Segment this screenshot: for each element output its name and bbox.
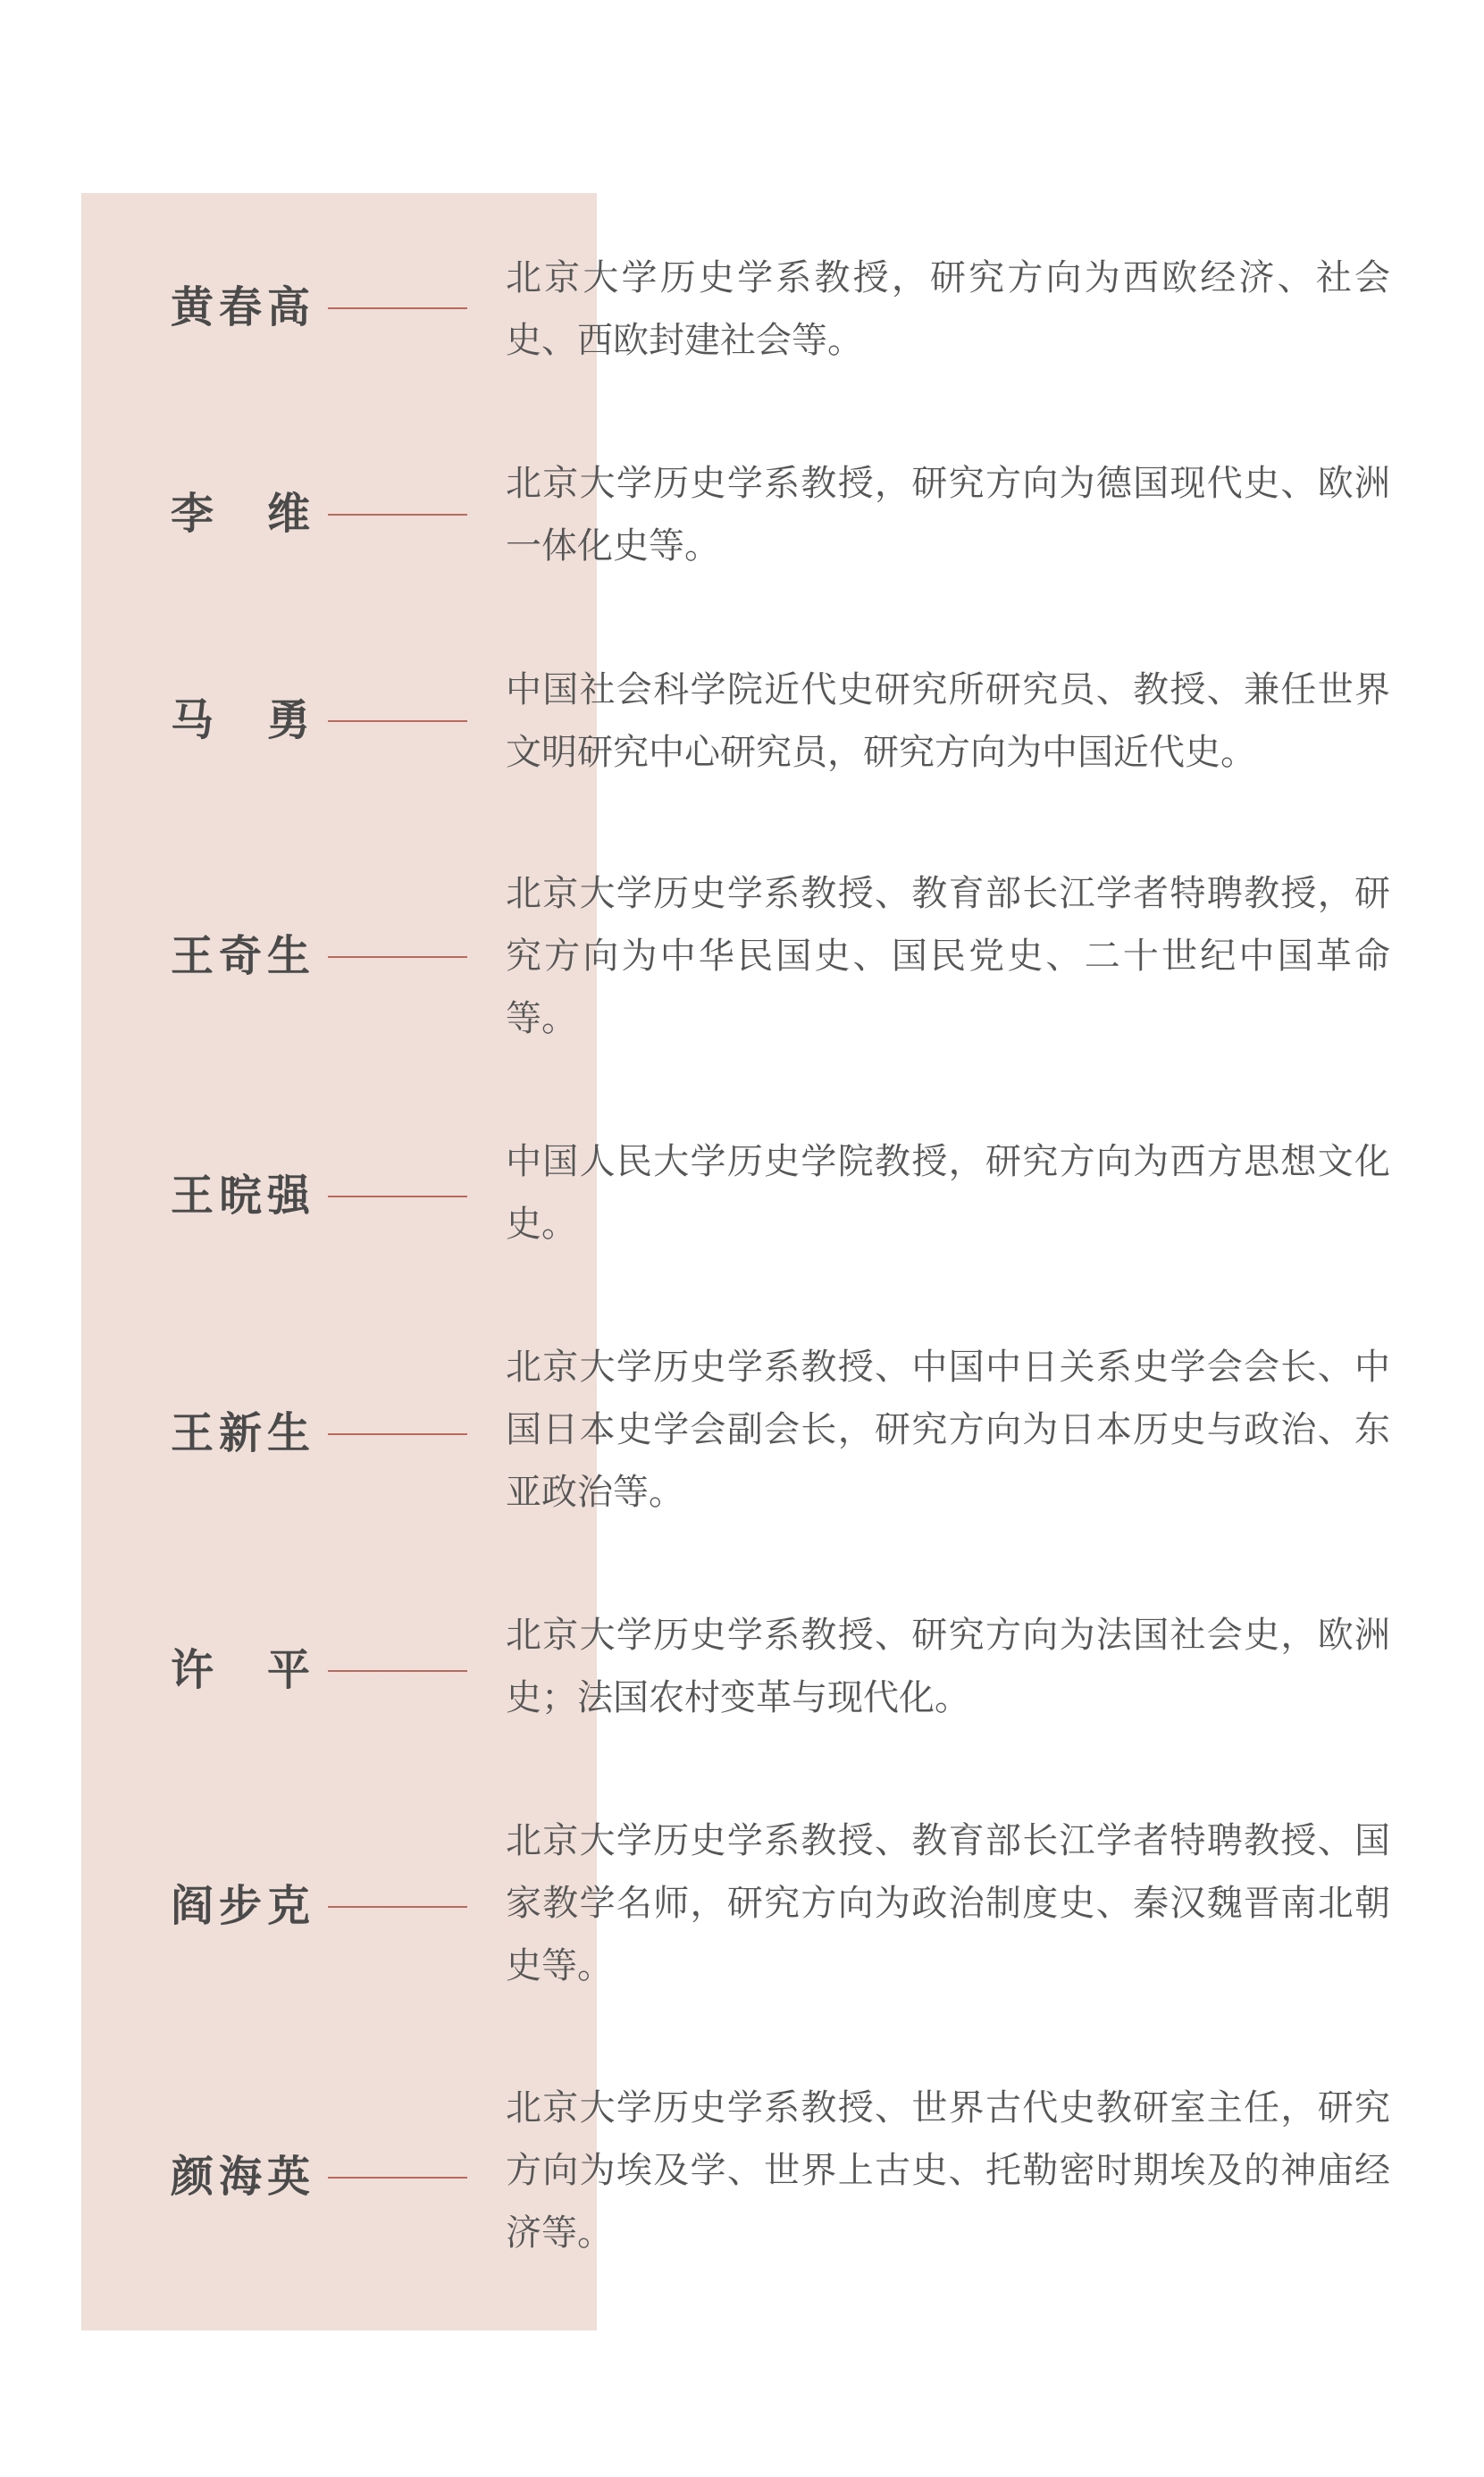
scholar-name: 阎步克	[171, 1881, 310, 1931]
scholar-description: 北京大学历史学系教授，研究方向为西欧经济、社会史、西欧封建社会等。	[506, 257, 1390, 361]
scholar-name: 马 勇	[171, 695, 310, 745]
scholar-name: 王晥强	[171, 1171, 310, 1221]
scholar-name: 许 平	[171, 1645, 310, 1695]
connector-line	[328, 307, 467, 309]
scholar-name: 黄春高	[171, 282, 310, 332]
connector-line	[328, 720, 467, 722]
connector-line	[328, 1196, 467, 1197]
connector-line	[328, 1670, 467, 1672]
connector-line	[328, 514, 467, 516]
scholar-name: 李 维	[171, 489, 310, 539]
connector-line	[328, 1906, 467, 1908]
scholar-description: 中国人民大学历史学院教授，研究方向为西方思想文化史。	[506, 1141, 1390, 1245]
scholar-name: 颜海英	[171, 2152, 310, 2202]
scholar-name: 王奇生	[171, 931, 310, 981]
scholar-description: 北京大学历史学系教授、中国中日关系史学会会长、中国日本史学会副会长，研究方向为日本历史与政治、东亚政治等。	[506, 1347, 1390, 1513]
scholar-description: 北京大学历史学系教授，研究方向为德国现代史、欧洲一体化史等。	[506, 463, 1390, 567]
scholar-description: 中国社会科学院近代史研究所研究员、教授、兼任世界文明研究中心研究员，研究方向为中国近代史。	[506, 669, 1390, 773]
scholar-description: 北京大学历史学系教授、教育部长江学者特聘教授，研究方向为中华民国史、国民党史、二十世纪中国革命等。	[506, 873, 1390, 1039]
scholar-description: 北京大学历史学系教授、教育部长江学者特聘教授、国家教学名师，研究方向为政治制度史、秦汉魏晋南北朝史等。	[506, 1820, 1390, 1986]
connector-line	[328, 956, 467, 958]
connector-line	[328, 1433, 467, 1435]
connector-line	[328, 2177, 467, 2179]
scholar-name: 王新生	[171, 1408, 310, 1458]
scholar-description: 北京大学历史学系教授、世界古代史教研室主任，研究方向为埃及学、世界上古史、托勒密时期埃及的神庙经济等。	[506, 2087, 1390, 2254]
scholar-description: 北京大学历史学系教授、研究方向为法国社会史，欧洲史；法国农村变革与现代化。	[506, 1615, 1390, 1718]
